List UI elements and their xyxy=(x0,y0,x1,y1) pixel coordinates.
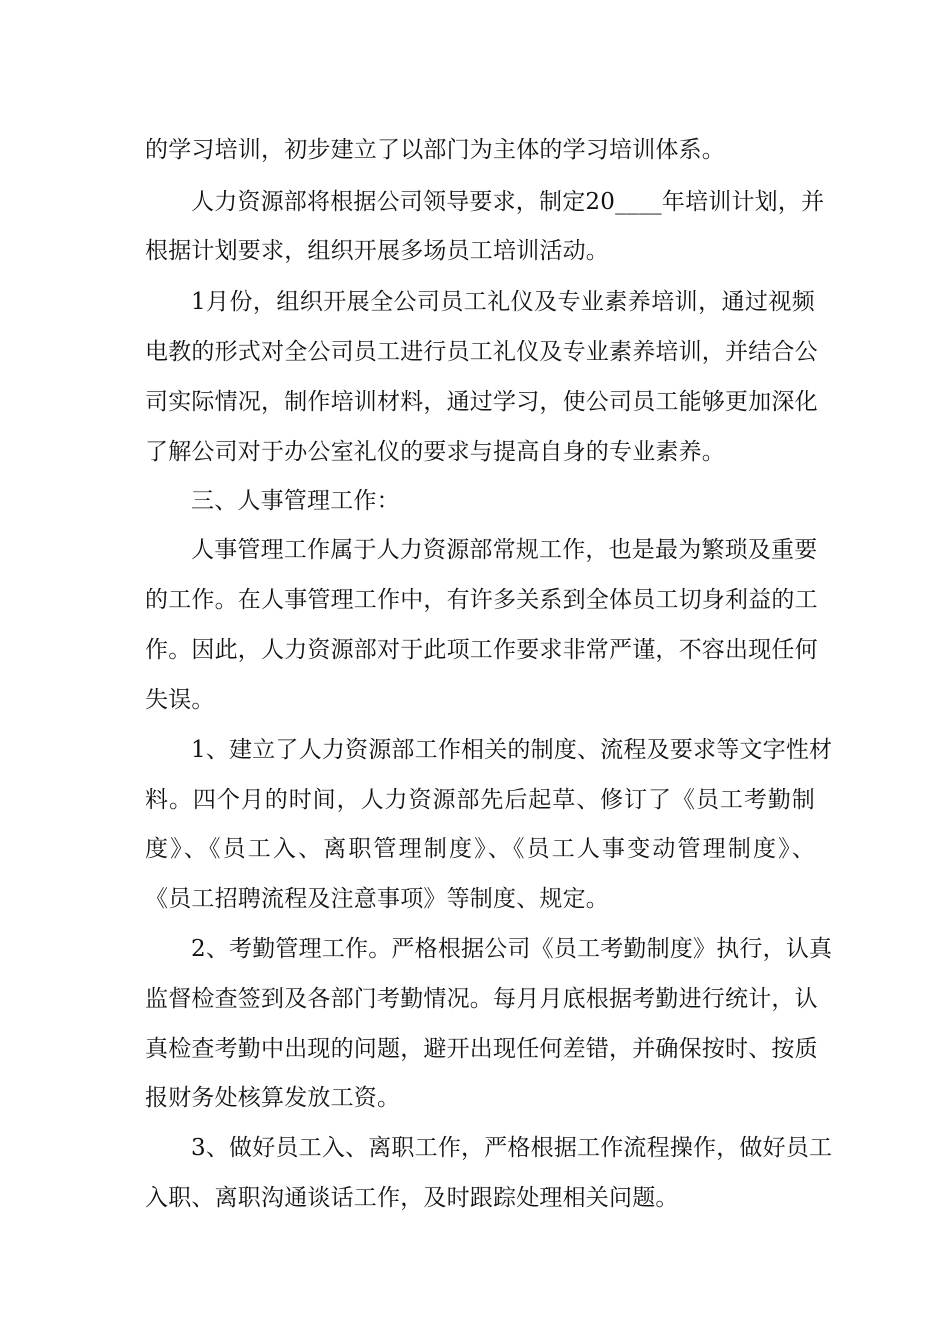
text-line: 2、考勤管理工作。严格根据公司《员工考勤制度》执行，认真 xyxy=(191,936,833,962)
text-line: 作。因此，人力资源部对于此项工作要求非常严谨，不容出现任何 xyxy=(145,637,818,663)
text-line: 《员工招聘流程及注意事项》等制度、规定。 xyxy=(145,886,609,912)
text-line: 报财务处核算发放工资。 xyxy=(145,1085,401,1111)
text-line: 真检查考勤中出现的问题，避开出现任何差错，并确保按时、按质 xyxy=(145,1036,818,1062)
text-line: 入职、离职沟通谈话工作，及时跟踪处理相关问题。 xyxy=(145,1185,679,1211)
text-line: 1、建立了人力资源部工作相关的制度、流程及要求等文字性材 xyxy=(191,737,833,763)
text-line: 度》、《员工入、离职管理制度》、《员工人事变动管理制度》、 xyxy=(145,836,815,862)
text-line: 司实际情况，制作培训材料，通过学习，使公司员工能够更加深化 xyxy=(145,389,818,415)
text-line: 监督检查签到及各部门考勤情况。每月月底根据考勤进行统计，认 xyxy=(145,986,818,1012)
text-line: 的学习培训，初步建立了以部门为主体的学习培训体系。 xyxy=(145,137,725,163)
text-line: 失误。 xyxy=(145,687,215,713)
text-line: 人事管理工作属于人力资源部常规工作，也是最为繁琐及重要 xyxy=(191,537,818,563)
text-line: 电教的形式对全公司员工进行员工礼仪及专业素养培训，并结合公 xyxy=(145,339,818,365)
text-line: 了解公司对于办公室礼仪的要求与提高自身的专业素养。 xyxy=(145,439,725,465)
text-line: 料。四个月的时间，人力资源部先后起草、修订了《员工考勤制 xyxy=(145,787,815,813)
text-line: 3、做好员工入、离职工作，严格根据工作流程操作，做好员工 xyxy=(191,1135,833,1161)
text-line: 人力资源部将根据公司领导要求，制定20____年培训计划，并 xyxy=(191,189,825,215)
text-line: 1月份，组织开展全公司员工礼仪及专业素养培训，通过视频 xyxy=(191,289,815,315)
section-heading: 三、人事管理工作： xyxy=(191,488,400,514)
text-line: 根据计划要求，组织开展多场员工培训活动。 xyxy=(145,238,609,264)
text-line: 的工作。在人事管理工作中，有许多关系到全体员工切身利益的工 xyxy=(145,587,818,613)
